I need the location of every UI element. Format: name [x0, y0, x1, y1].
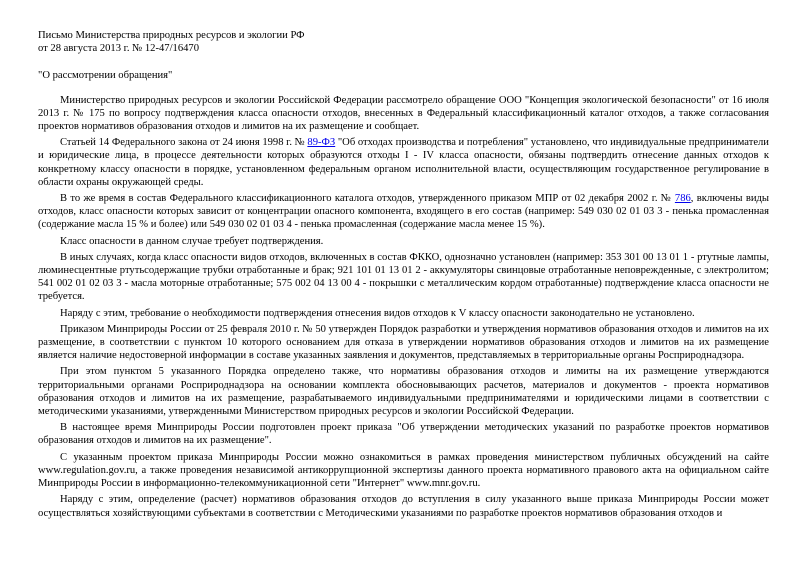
- paragraph-7: Приказом Минприроды России от 25 февраля 2010 г. № 50 утвержден Порядок разработки и утверждения нормативов образования отходов и лимитов на их размещение, в соответствии с пунктом 10 которого основанием для отказа в утверждении нормативов образования отходов и лимитов на их размещение является наличие недостоверной информации в составе указанных заявления и документов, представляемых в территориальные органы Росприроднадзора.: [38, 323, 769, 362]
- paragraph-8: При этом пунктом 5 указанного Порядка определено также, что нормативы образования отходов и лимиты на их размещение утверждаются территориальными органами Росприроднадзора на основании комплекта обосновывающих расчетов, материалов и документов - проекта нормативов образования отходов и лимитов на их размещение, разрабатываемого индивидуальными предпринимателями и юридическими лицами в соответствии с методическими указаниями, утвержденными Министерством природных ресурсов и экологии Российской Федерации.: [38, 366, 769, 418]
- paragraph-6: Наряду с этим, требование о необходимости подтверждения отнесения видов отходов к V классу опасности законодательно не установлено.: [60, 307, 695, 319]
- paragraph-2-text-start: Статьей 14 Федерального закона от 24 июня 1998 г. №: [60, 137, 308, 149]
- paragraph-11: Наряду с этим, определение (расчет) нормативов образования отходов до вступления в силу указанного выше приказа Минприроды России может осуществляться хозяйствующими субъектами в соответствии с Методическими указаниями по разработке проектов нормативов образования отходов и: [38, 494, 769, 519]
- paragraph-9: В настоящее время Минприроды России подготовлен проект приказа "Об утверждении методических указаний по разработке проектов нормативов образования отходов и лимитов на их размещение".: [38, 422, 769, 447]
- letter-title: Письмо Министерства природных ресурсов и экологии РФ: [38, 30, 305, 41]
- paragraph-4: Класс опасности в данном случае требует подтверждения.: [60, 235, 324, 247]
- paragraph-3-text-start: В то же время в состав Федерального классификационного каталога отходов, утвержденного приказом МПР от 02 декабря 2002 г. №: [60, 193, 675, 205]
- letter-subject: "О рассмотрении обращения": [38, 70, 173, 82]
- paragraph-3-text-end: , включены виды отходов, класс опасности которых зависит от концентрации опасного компонента, входящего в его состав (например: 549 030 02 01 03 3 - пенька промасленная (содержание масла 15 % и более) или 549 030 02 01 03 4 - пенька промасленная (содержание масла менее 15 %).: [38, 193, 769, 231]
- letter-header: [38, 29, 769, 55]
- paragraph-10: С указанным проектом приказа Минприроды России можно ознакомиться в рамках проведения министерством публичных обсуждений на сайте www.regulation.gov.ru, а также проведения независимой антикоррупционной экспертизы данного проекта нормативного правового акта на официальном сайте Минприроды России в информационно-телекоммуникационной сети "Интернет" www.mnr.gov.ru.: [38, 451, 769, 490]
- order-786-link[interactable]: 786: [674, 193, 691, 205]
- paragraph-3: [38, 192, 769, 232]
- paragraph-2: [38, 136, 769, 189]
- law-89fz-link[interactable]: 89-ФЗ: [307, 137, 336, 149]
- paragraph-2-text-end: "Об отходах производства и потребления" установлено, что индивидуальные предприниматели и юридические лица, в процессе деятельности которых образуются отходы I - IV класса опасности, обязаны подтвердить отнесение данных отходов к конкретному классу опасности в порядке, установленном федеральным органом исполнительной власти, осуществляющим государственное регулирование в области охраны окружающей среды.: [38, 137, 769, 188]
- paragraph-1: Министерство природных ресурсов и экологии Российской Федерации рассмотрело обращение ООО "Концепция экологической безопасности" от 16 июля 2013 г. № 175 по вопросу подтверждения класса опасности отходов, внесенных в Федеральный классификационный каталог отходов, а также согласования проектов нормативов образования отходов и лимитов на их размещение и сообщает.: [38, 94, 769, 133]
- letter-date-number: от 28 августа 2013 г. № 12-47/16470: [38, 43, 200, 55]
- paragraph-5: В иных случаях, когда класс опасности видов отходов, включенных в состав ФККО, однозначно установлен (например: 353 301 00 13 01 1 - ртутные лампы, люминесцентные ртутьсодержащие трубки отработанные и брак; 921 101 01 13 01 2 - аккумуляторы свинцовые отработанные неповрежденные, с электролитом; 541 002 01 02 03 3 - масла моторные отработанные; 575 002 04 13 00 4 - покрышки с металлическим кордом отработанные) подтверждение класса опасности не требуется.: [38, 251, 769, 303]
